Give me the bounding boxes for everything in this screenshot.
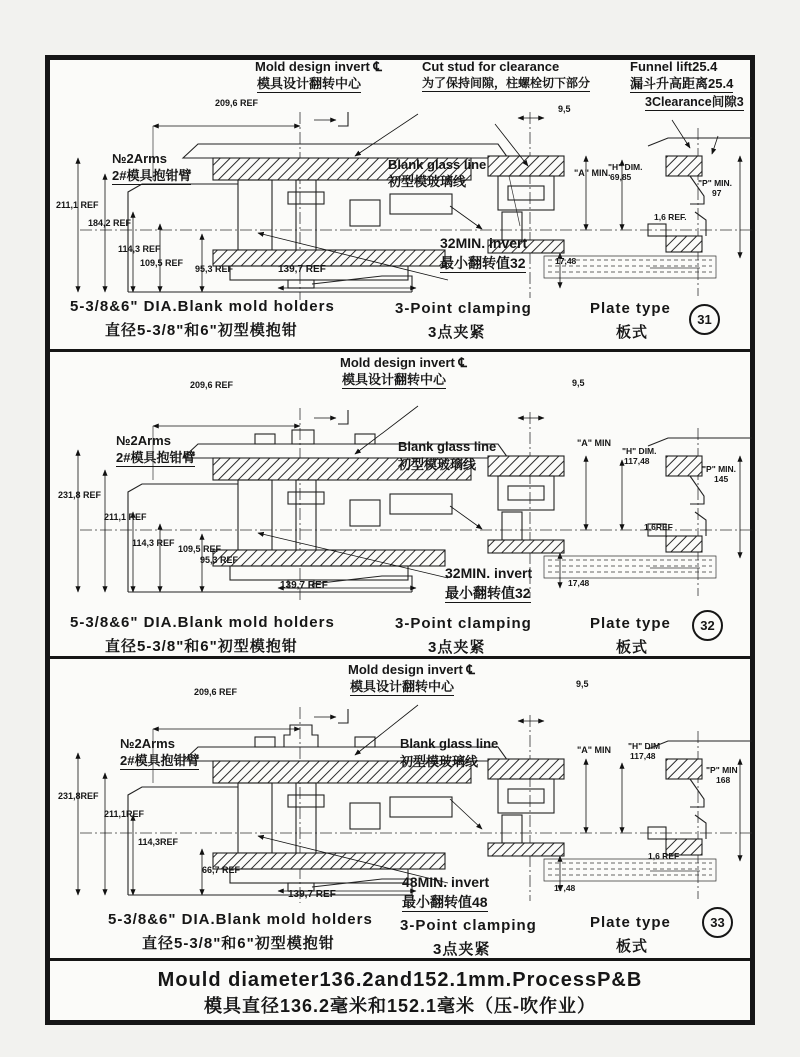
caption-plate-zh: 板式 <box>616 639 649 656</box>
dim-bottom-width: 139,7 REF <box>278 264 326 275</box>
dim-9-5: 9,5 <box>558 104 571 114</box>
callout-cut-stud-en: Cut stud for clearance <box>422 59 560 74</box>
dim-left-4: 109,5 REF <box>178 544 222 554</box>
dim-left-3: 114,3 REF <box>118 244 161 254</box>
dim-left-2: 211,1REF <box>104 809 145 819</box>
callout-arms-zh: 2#模具抱钳臂 <box>116 450 196 465</box>
callout-arms-zh: 2#模具抱钳臂 <box>112 168 192 183</box>
dim-a-min: "A" MIN <box>577 438 612 448</box>
callout-mold-design-invert-zh: 模具设计翻转中心 <box>257 76 362 91</box>
dim-h-value: 117,48 <box>624 456 650 466</box>
panel-33 <box>50 656 750 958</box>
callout-mold-design-invert-en: Mold design invert ℄ <box>255 59 382 74</box>
dim-left-1: 231,8REF <box>58 791 99 801</box>
callout-min-invert-en: 32MIN. invert <box>440 235 528 251</box>
dim-9-5: 9,5 <box>572 378 585 388</box>
dim-h-value: 117,48 <box>630 751 656 761</box>
dim-left-2: 211,1 REF <box>104 512 147 522</box>
callout-blank-glass-en: Blank glass line <box>400 736 499 751</box>
dim-left-4: 109,5 REF <box>140 258 184 268</box>
dim-left-5: 95,3 REF <box>195 264 234 274</box>
callout-mold-design-invert-en: Mold design invert ℄ <box>340 355 467 370</box>
callout-mold-design-invert-zh: 模具设计翻转中心 <box>342 372 447 387</box>
dim-top-width: 209,6 REF <box>194 687 238 697</box>
dim-h-label: "H" DIM <box>628 741 661 751</box>
drawing-sheet <box>45 55 755 1025</box>
callout-blank-glass-zh: 初型模玻璃线 <box>398 457 477 472</box>
sheet-title-zh: 模具直径136.2毫米和152.1毫米（压-吹作业） <box>203 996 597 1016</box>
callout-blank-glass-en: Blank glass line <box>398 439 497 454</box>
dim-bottom-width: 139,7 REF <box>280 580 328 591</box>
dim-p-label: "P" MIN <box>706 765 738 775</box>
dim-p-value: 97 <box>712 188 722 198</box>
caption-clamping-en: 3-Point clamping <box>400 917 537 934</box>
panel-31 <box>50 60 750 349</box>
callout-min-invert-en: 48MIN. invert <box>402 874 490 890</box>
panel-number-badge: 33 <box>702 907 733 938</box>
dim-1-6-ref: 1,6 REF. <box>654 212 687 222</box>
caption-holders-zh: 直径5-3/8"和6"初型模抱钳 <box>142 935 335 952</box>
caption-plate-en: Plate type <box>590 300 671 317</box>
dim-left-5: 95,3 REF <box>200 555 239 565</box>
caption-holders-zh: 直径5-3/8"和6"初型模抱钳 <box>105 638 298 655</box>
panel-number-badge: 31 <box>689 304 720 335</box>
dim-a-min: "A" MIN <box>577 745 612 755</box>
callout-blank-glass-zh: 初型模玻璃线 <box>388 174 467 189</box>
dim-1-6-ref: 1,6REF <box>644 522 673 532</box>
dim-bottom-width: 139,7 REF <box>288 889 336 900</box>
caption-clamping-en: 3-Point clamping <box>395 615 532 632</box>
caption-clamping-zh: 3点夹紧 <box>433 941 491 958</box>
callout-blank-glass-en: Blank glass line <box>388 157 487 172</box>
callout-min-invert-zh: 最小翻转值32 <box>445 585 531 601</box>
mold-holder-drawing-31 <box>50 100 760 320</box>
dim-left-3: 114,3 REF <box>132 538 175 548</box>
callout-min-invert-zh: 最小翻转值48 <box>402 894 488 910</box>
dim-h-value: 69,85 <box>610 172 632 182</box>
caption-holders-zh: 直径5-3/8"和6"初型模抱钳 <box>105 322 298 339</box>
callout-arms-en: №2Arms <box>120 736 175 751</box>
dim-h-label: "H" DIM. <box>622 446 657 456</box>
dim-p-value: 168 <box>716 775 731 785</box>
callout-blank-glass-zh: 初型模玻璃线 <box>400 754 479 769</box>
dim-top-width: 209,6 REF <box>190 380 234 390</box>
dim-left-1: 231,8 REF <box>58 490 102 500</box>
callout-min-invert-en: 32MIN. invert <box>445 565 533 581</box>
caption-plate-en: Plate type <box>590 914 671 931</box>
sheet-title-en: Mould diameter136.2and152.1mm.ProcessP&B <box>157 969 643 991</box>
callout-min-invert-zh: 最小翻转值32 <box>440 255 526 271</box>
caption-plate-en: Plate type <box>590 615 671 632</box>
dim-left-1: 211,1 REF <box>56 200 99 210</box>
callout-funnel-lift-zh: 漏斗升高距离25.4 <box>630 76 734 91</box>
caption-clamping-zh: 3点夹紧 <box>428 639 486 656</box>
caption-plate-zh: 板式 <box>616 938 649 955</box>
dim-left-4: 66,7 REF <box>202 865 241 875</box>
dim-a-min: "A" MIN. <box>574 168 611 178</box>
dim-9-5: 9,5 <box>576 679 589 689</box>
callout-mold-design-invert-en: Mold design invert ℄ <box>348 662 475 677</box>
panel-number-badge: 32 <box>692 610 723 641</box>
dim-17-48: 17,48 <box>554 883 576 893</box>
callout-cut-stud-zh: 为了保持间隙，柱螺栓切下部分 <box>422 76 591 90</box>
title-block <box>50 958 750 1026</box>
dim-p-label: "P" MIN. <box>702 464 737 474</box>
caption-clamping-zh: 3点夹紧 <box>428 324 486 341</box>
dim-left-3: 114,3REF <box>138 837 179 847</box>
dim-1-6-ref: 1,6 REF <box>648 851 680 861</box>
dim-17-48: 17,48 <box>568 578 590 588</box>
callout-arms-en: №2Arms <box>116 433 171 448</box>
dim-p-label: "P" MIN. <box>698 178 733 188</box>
caption-plate-zh: 板式 <box>616 324 649 341</box>
caption-holders-en: 5-3/8&6" DIA.Blank mold holders <box>70 298 335 315</box>
callout-arms-zh: 2#模具抱钳臂 <box>120 753 200 768</box>
panel-32 <box>50 349 750 656</box>
dim-p-value: 145 <box>714 474 729 484</box>
dim-top-width: 209,6 REF <box>215 98 259 108</box>
dim-17-48: 17,48 <box>555 256 577 266</box>
dim-h-label: "H" DIM. <box>608 162 643 172</box>
caption-holders-en: 5-3/8&6" DIA.Blank mold holders <box>108 911 373 928</box>
callout-funnel-lift-en: Funnel lift25.4 <box>630 59 718 74</box>
callout-arms-en: №2Arms <box>112 151 167 166</box>
caption-holders-en: 5-3/8&6" DIA.Blank mold holders <box>70 614 335 631</box>
dim-left-2: 184,2 REF <box>88 218 132 228</box>
callout-clearance: 3Clearance间隙3 <box>645 96 744 111</box>
caption-clamping-en: 3-Point clamping <box>395 300 532 317</box>
callout-mold-design-invert-zh: 模具设计翻转中心 <box>350 679 455 694</box>
